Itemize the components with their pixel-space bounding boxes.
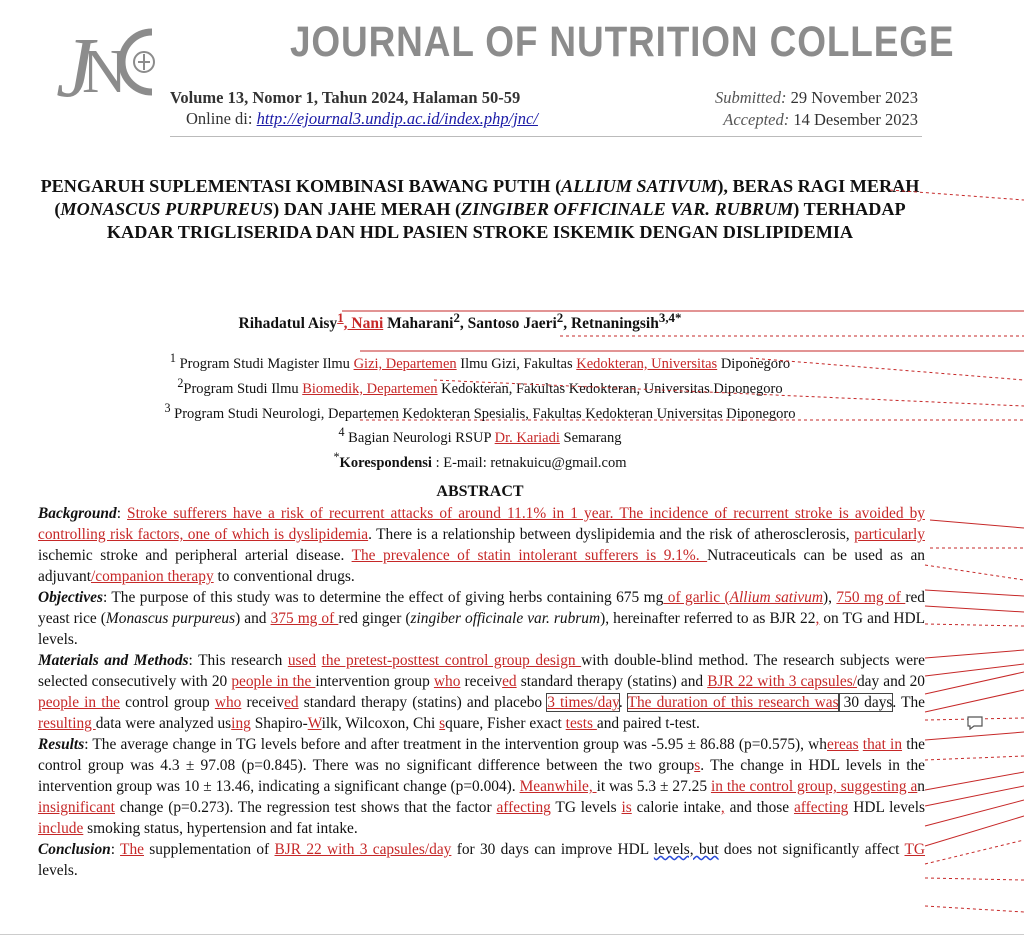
page-bottom-divider [0, 934, 1024, 935]
background-paragraph: Background: Stroke sufferers have a risk of recurrent attacks of around 11.1% in 1 year. The incidence of recurrent stroke is avoided by controlling risk factors, one of which is dyslipidemia. There is a relationship between dyslipidemia and the risk of atherosclerosis, particularly ischemic stroke and peripheral arterial disease. The prevalence of statin intolerant sufferers is 9.1%. Nutraceuticals can be used as an adjuvant/companion therapy to conventional drugs. [38, 505, 926, 585]
paper-title: PENGARUH SUPLEMENTASI KOMBINASI BAWANG PUTIH (ALLIUM SATIVUM), BERAS RAGI MERAH (MONASCUS PURPUREUS) DAN JAHE MERAH (ZINGIBER OFFICINALE VAR. RUBRUM) TERHADAP KADAR TRIGLISERIDA DAN HDL PASIEN STROKE ISKEMIK DENGAN DISLIPIDEMIA [40, 176, 920, 242]
affiliation-2: $^2$Program Studi Ilmu Biomedik, Departemen Kedokteran, Fakultas Kedokteran, Universitas Diponegoro [177, 375, 783, 397]
svg-text:J: J [56, 19, 95, 110]
author-list: Rihadatul Aisy$^1$, Nani Maharani$^2$, Santoso Jaeri$^2$, Retnaningsih$^{3,4*}$ [238, 310, 682, 333]
online-info [186, 109, 538, 129]
correspondence: *Korespondensi : E-mail: retnakuicu@gmail.com [333, 450, 627, 472]
svg-text:N: N [82, 38, 127, 106]
volume-info: Volume 13, Nomor 1, Tahun 2024, Halaman 50-59 [170, 88, 521, 107]
affiliations [40, 349, 920, 473]
submitted-date [715, 88, 918, 108]
submitted-label: Submitted: [714, 88, 787, 107]
accepted-label: Accepted: [723, 110, 790, 129]
results-paragraph: Results: The average change in TG levels before and after treatment in the intervention group was -5.95 ± 86.88 (p=0.575), whereas that in the control group was 4.3 ± 97.08 (p=0.845). There was no significant difference between the two groups. The change in HDL levels in the intervention group was 10 ± 13.46, indicating a significant change (p=0.004). Meanwhile, it was 5.3 ± 27.25 in the control group, suggesting an insignificant change (p=0.273). The regression test shows that the factor affecting TG levels is calorie intake, and those affecting HDL levels include smoking status, hypertension and fat intake. [38, 736, 926, 837]
comment-bubble-icon[interactable] [966, 715, 984, 731]
journal-title: JOURNAL OF NUTRITION COLLEGE [290, 18, 955, 66]
objectives-paragraph: Objectives: The purpose of this study was to determine the effect of giving herbs containing 675 mg of garlic (Allium sativum), 750 mg of red yeast rice (Monascus purpureus) and 375 mg of red ginger (zingiber officinale var. rubrum), hereinafter referred to as BJR 22, on TG and HDL levels. [38, 589, 926, 648]
header-divider [170, 136, 922, 137]
methods-paragraph: Materials and Methods: This research used the pretest-posttest control group design with double-blind method. The research subjects were selected consecutively with 20 people in the intervention group who received standard therapy (statins) and BJR 22 with 3 capsules/day and 20 people in the control group who received standard therapy (statins) and placebo 3 times/day. The duration of this research was 30 days. The resulting data were analyzed using Shapiro-Wilk, Wilcoxon, Chi square, Fisher exact tests and paired t-test. [38, 652, 925, 732]
abstract-heading: ABSTRACT [436, 483, 524, 500]
submitted-value: 29 November 2023 [790, 88, 918, 107]
affiliation-3: $^3$ Program Studi Neurologi, Departemen Kedokteran Spesialis, Fakultas Kedokteran Universitas Diponegoro [164, 400, 796, 422]
affiliation-4: $^4$ Bagian Neurologi RSUP Dr. Kariadi Semarang [338, 425, 622, 447]
journal-url-link[interactable]: http://ejournal3.undip.ac.id/index.php/jnc/ [256, 109, 538, 128]
accepted-date [723, 110, 918, 130]
online-label: Online di: [186, 109, 253, 128]
conclusion-paragraph: Conclusion: The supplementation of BJR 22 with 3 capsules/day for 30 days can improve HDL levels, but does not significantly affect TG levels. [38, 841, 926, 879]
jnc-logo-icon [52, 18, 172, 110]
affiliation-1: $^1$ Program Studi Magister Ilmu Gizi, Departemen Ilmu Gizi, Fakultas Kedokteran, Universitas Diponegoro [169, 351, 791, 372]
accepted-value: 14 Desember 2023 [793, 110, 918, 129]
abstract-body [38, 503, 925, 881]
